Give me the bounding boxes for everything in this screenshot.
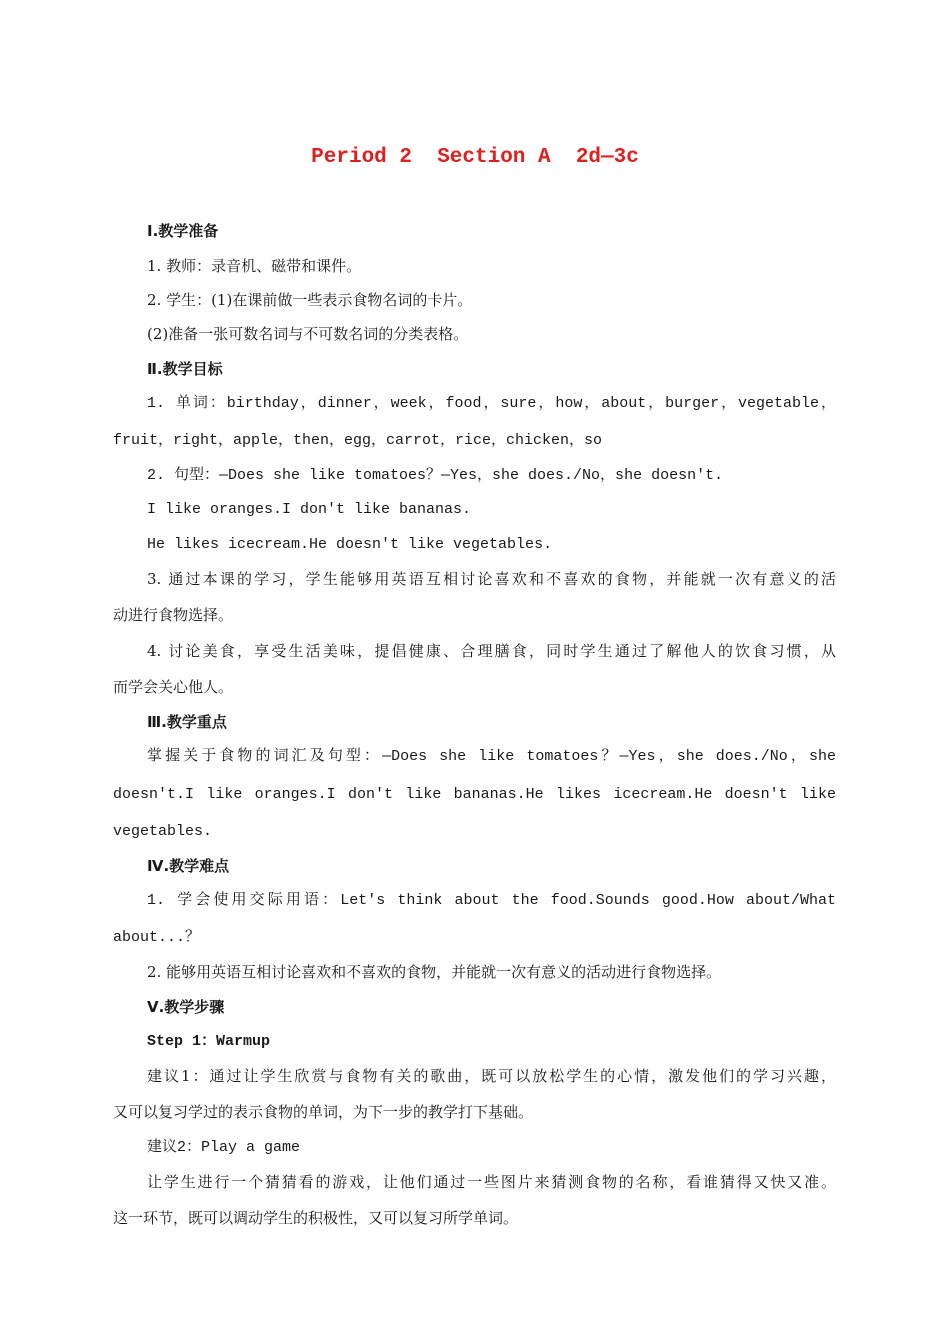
goals-line-9: 而学会关心他人。 [113, 678, 234, 696]
key-points-line-3: vegetables. [113, 823, 213, 840]
prep-line-2: 2. 学生：(1)在课前做一些表示食物名词的卡片。 [147, 291, 473, 309]
key-points-line-1: 掌握关于食物的词汇及句型：—Does she like tomatoes？—Yes，she does./No，she [147, 748, 836, 765]
goals-line-8: 4. 讨论美食，享受生活美味，提倡健康、合理膳食，同时学生通过了解他人的饮食习惯，从 [147, 642, 836, 660]
steps-line-1: 建议1：通过让学生欣赏与食物有关的歌曲，既可以放松学生的心情，激发他们的学习兴趣， [147, 1067, 836, 1085]
section-heading-steps: Ⅴ.教学步骤 [147, 998, 225, 1016]
goals-line-2: fruit，right，apple，then，egg，carrot，rice，chicken，so [113, 432, 603, 449]
goals-line-5: He likes icecream.He doesn't like vegetables. [147, 536, 553, 553]
steps-line-5: 这一环节，既可以调动学生的积极性，又可以复习所学单词。 [113, 1209, 519, 1227]
difficulties-line-3: 2. 能够用英语互相讨论喜欢和不喜欢的食物，并能就一次有意义的活动进行食物选择。 [147, 963, 722, 981]
steps-line-4: 让学生进行一个猜猜看的游戏，让他们通过一些图片来猜测食物的名称，看谁猜得又快又准。 [147, 1173, 836, 1191]
section-heading-prep: Ⅰ.教学准备 [147, 222, 219, 240]
goals-line-4: I like oranges.I don't like bananas. [147, 501, 472, 518]
goals-line-3: 2. 句型：—Does she like tomatoes？—Yes，she does./No，she doesn't. [147, 467, 724, 484]
page-title: Period 2 Section A 2d—3c [311, 146, 639, 169]
steps-line-3: 建议2：Play a game [147, 1139, 301, 1156]
prep-line-1: 1. 教师：录音机、磁带和课件。 [147, 257, 362, 275]
section-heading-difficulties: Ⅳ.教学难点 [147, 857, 230, 875]
difficulties-line-1: 1. 学会使用交际用语：Let's think about the food.Sounds good.How about/What [147, 892, 836, 909]
goals-line-1: 1. 单词：birthday，dinner，week，food，sure，how，about，burger，vegetable， [147, 395, 836, 412]
step-1-heading: Step 1：Warmup [147, 1033, 271, 1050]
key-points-line-2: doesn't.I like oranges.I don't like bananas.He likes icecream.He doesn't like [113, 786, 836, 803]
prep-line-3: (2)准备一张可数名词与不可数名词的分类表格。 [147, 325, 469, 343]
steps-line-2: 又可以复习学过的表示食物的单词，为下一步的教学打下基础。 [113, 1103, 534, 1121]
goals-line-6: 3. 通过本课的学习，学生能够用英语互相讨论喜欢和不喜欢的食物，并能就一次有意义的活 [147, 570, 836, 588]
difficulties-line-2: about...？ [113, 929, 201, 946]
goals-line-7: 动进行食物选择。 [113, 606, 234, 624]
section-heading-goals: Ⅱ.教学目标 [147, 360, 223, 378]
section-heading-key-points: Ⅲ.教学重点 [147, 713, 227, 731]
